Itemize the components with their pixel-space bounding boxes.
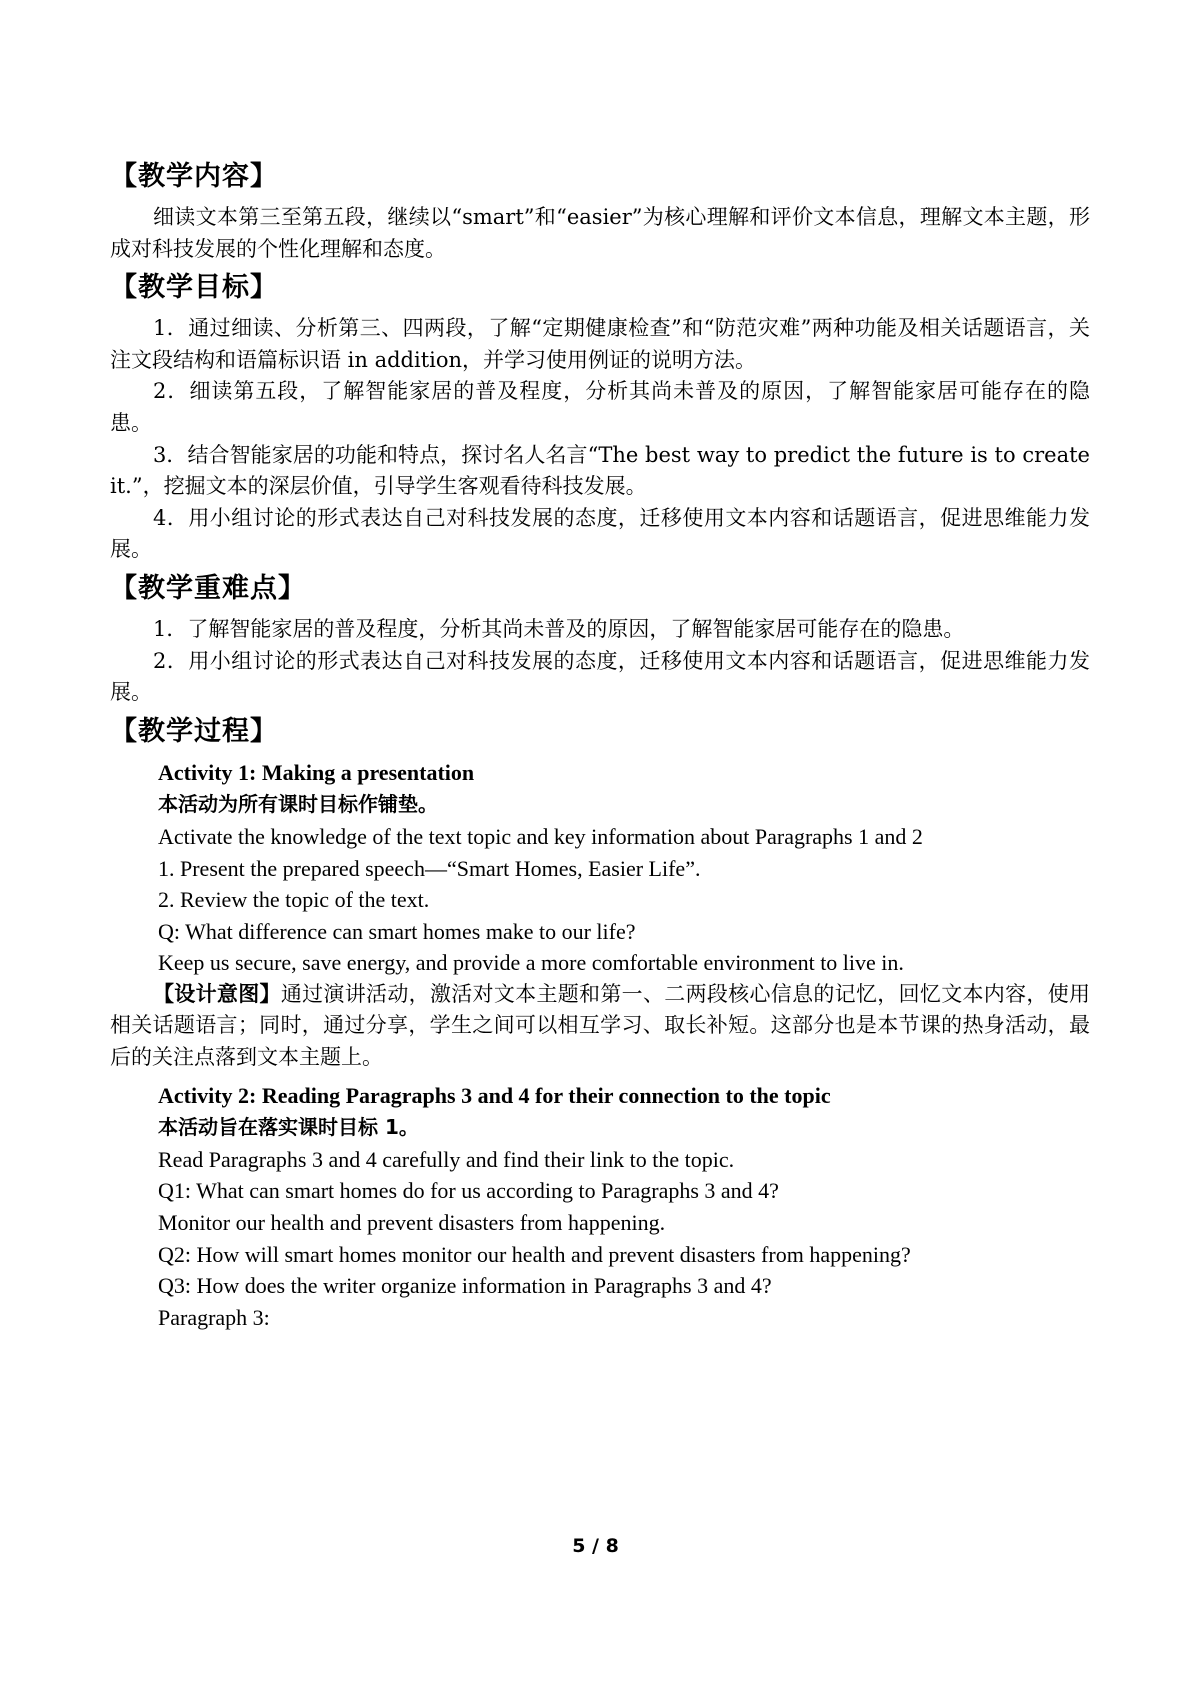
section-heading-content: 【教学内容】 — [110, 161, 278, 192]
activity-2-line: Q1: What can smart homes do for us according to Paragraphs 3 and 4? — [158, 1178, 779, 1204]
objective-item: 3．结合智能家居的功能和特点，探讨名人名言“The best way to predict the future is to create it.”，挖掘文本的深层价值，引导学生客观看待科技发展。 — [110, 442, 1090, 499]
section-process — [110, 715, 1090, 1334]
section-heading-process: 【教学过程】 — [110, 715, 278, 747]
activity-2 — [110, 1080, 1090, 1334]
key-point-item: 2．用小组讨论的形式表达自己对科技发展的态度，迁移使用文本内容和话题语言，促进思维能力发展。 — [110, 648, 1090, 705]
key-points-list — [110, 614, 1090, 709]
objective-item: 1．通过细读、分析第三、四两段，了解“定期健康检查”和“防范灾难”两种功能及相关话题语言，关注文段结构和语篇标识语 in addition，并学习使用例证的说明方法。 — [110, 316, 1090, 372]
design-intent-label: 【设计意图】 — [153, 981, 281, 1006]
activity-2-line: Monitor our health and prevent disasters from happening. — [158, 1210, 666, 1236]
activity-1-title: Activity 1: Making a presentation — [158, 759, 475, 785]
activity-2-title: Activity 2: Reading Paragraphs 3 and 4 for their connection to the topic — [158, 1082, 831, 1108]
activity-2-line: Paragraph 3: — [158, 1304, 270, 1330]
activity-1-line: 2. Review the topic of the text. — [158, 887, 430, 913]
activity-1-line: Keep us secure, save energy, and provide a more comfortable environment to live in. — [158, 950, 904, 976]
activity-1-line: 1. Present the prepared speech—“Smart Homes, Easier Life”. — [158, 855, 701, 881]
objectives-list — [110, 313, 1090, 566]
activity-1-aim: 本活动为所有课时目标作铺垫。 — [158, 792, 438, 817]
activity-1-line: Q: What difference can smart homes make to our life? — [158, 918, 636, 944]
section-content — [110, 160, 1090, 265]
section-objectives — [110, 271, 1090, 566]
section-heading-objectives: 【教学目标】 — [110, 272, 278, 304]
activity-2-aim: 本活动旨在落实课时目标 1。 — [158, 1115, 419, 1140]
activity-1 — [110, 757, 1090, 1074]
content-paragraph: 细读文本第三至第五段，继续以“smart”和“easier”为核心理解和评价文本信息，理解文本主题，形成对科技发展的个性化理解和态度。 — [110, 205, 1090, 261]
section-key-points — [110, 572, 1090, 709]
section-heading-key-points: 【教学重难点】 — [110, 572, 306, 604]
design-intent — [110, 979, 1090, 1074]
objective-item: 2．细读第五段，了解智能家居的普及程度，分析其尚未普及的原因，了解智能家居可能存在的隐患。 — [110, 379, 1090, 435]
activity-2-line: Q3: How does the writer organize information in Paragraphs 3 and 4? — [158, 1273, 772, 1299]
activity-2-line: Read Paragraphs 3 and 4 carefully and find their link to the topic. — [158, 1146, 735, 1172]
objective-item: 4．用小组讨论的形式表达自己对科技发展的态度，迁移使用文本内容和话题语言，促进思维能力发展。 — [110, 505, 1090, 562]
activity-2-line: Q2: How will smart homes monitor our health and prevent disasters from happening? — [158, 1241, 911, 1267]
page-number: 5 / 8 — [572, 1535, 619, 1557]
document-page — [110, 160, 1090, 1339]
activity-1-line: Activate the knowledge of the text topic and key information about Paragraphs 1 and 2 — [158, 823, 923, 849]
key-point-item: 1．了解智能家居的普及程度，分析其尚未普及的原因，了解智能家居可能存在的隐患。 — [153, 616, 965, 641]
design-intent-text: 通过演讲活动，激活对文本主题和第一、二两段核心信息的记忆，回忆文本内容，使用相关话题语言；同时，通过分享，学生之间可以相互学习、取长补短。这部分也是本节课的热身活动，最后的关注点落到文本主题上。 — [110, 981, 1091, 1070]
